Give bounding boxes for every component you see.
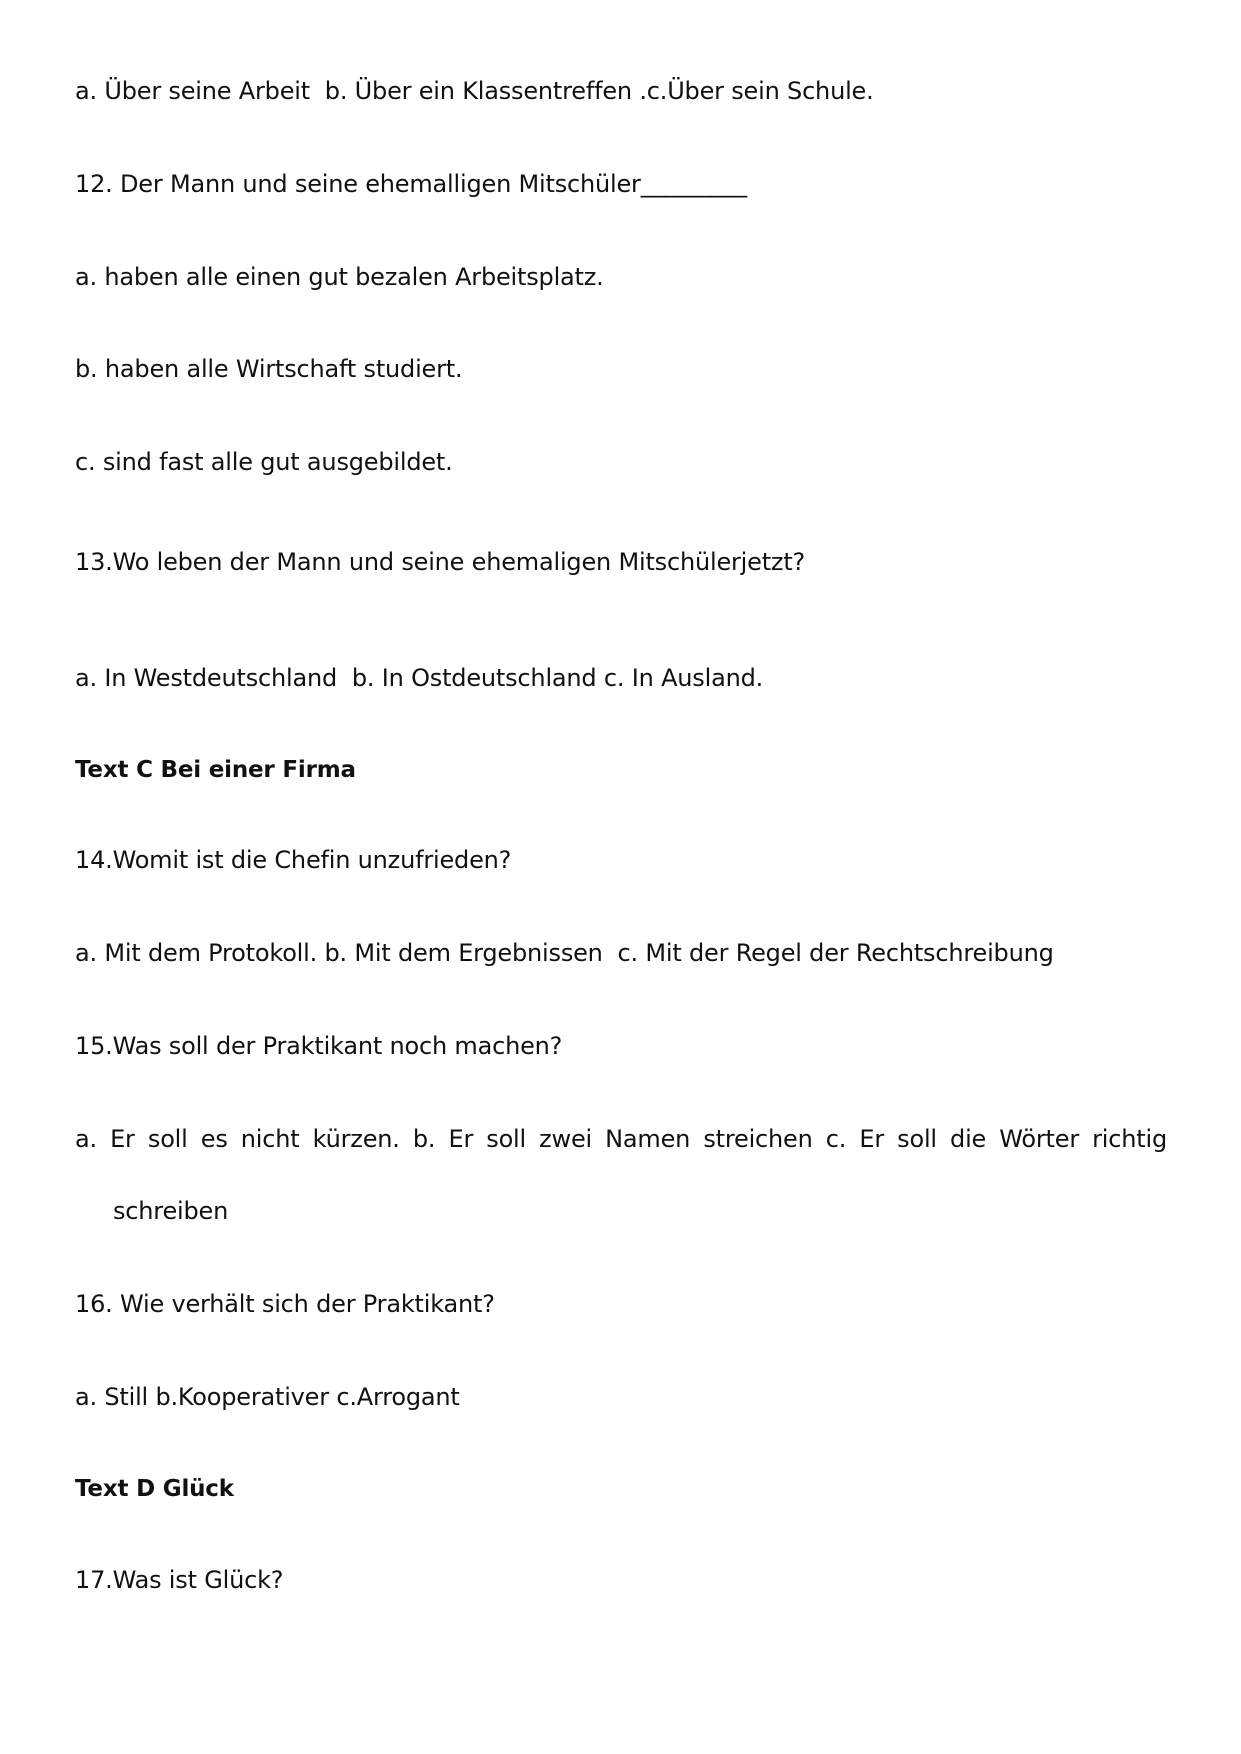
question-15-options-line-1: a. Er soll es nicht kürzen. b. Er soll zwei Namen streichen c. Er soll die Wörter richtig — [75, 1125, 1167, 1153]
question-11-options: a. Über seine Arbeit b. Über ein Klassentreffen .c.Über sein Schule. — [75, 77, 874, 105]
question-12: 12. Der Mann und seine ehemalligen Mitschüler_________ — [75, 170, 747, 198]
question-14-options: a. Mit dem Protokoll. b. Mit dem Ergebnissen c. Mit der Regel der Rechtschreibung — [75, 939, 1054, 967]
question-12-option-a: a. haben alle einen gut bezalen Arbeitsplatz. — [75, 263, 604, 291]
text-d-heading: Text D Glück — [75, 1476, 234, 1502]
question-15-options-line-2: schreiben — [113, 1197, 229, 1225]
question-12-option-c: c. sind fast alle gut ausgebildet. — [75, 448, 453, 476]
question-17: 17.Was ist Glück? — [75, 1566, 284, 1594]
question-16-options: a. Still b.Kooperativer c.Arrogant — [75, 1383, 460, 1411]
question-12-option-b: b. haben alle Wirtschaft studiert. — [75, 355, 463, 383]
question-16: 16. Wie verhält sich der Praktikant? — [75, 1290, 495, 1318]
text-c-heading: Text C Bei einer Firma — [75, 757, 356, 783]
question-14: 14.Womit ist die Chefin unzufrieden? — [75, 846, 512, 874]
question-13: 13.Wo leben der Mann und seine ehemaligen Mitschülerjetzt? — [75, 548, 806, 576]
question-15: 15.Was soll der Praktikant noch machen? — [75, 1032, 563, 1060]
question-13-options: a. In Westdeutschland b. In Ostdeutschland c. In Ausland. — [75, 664, 764, 692]
